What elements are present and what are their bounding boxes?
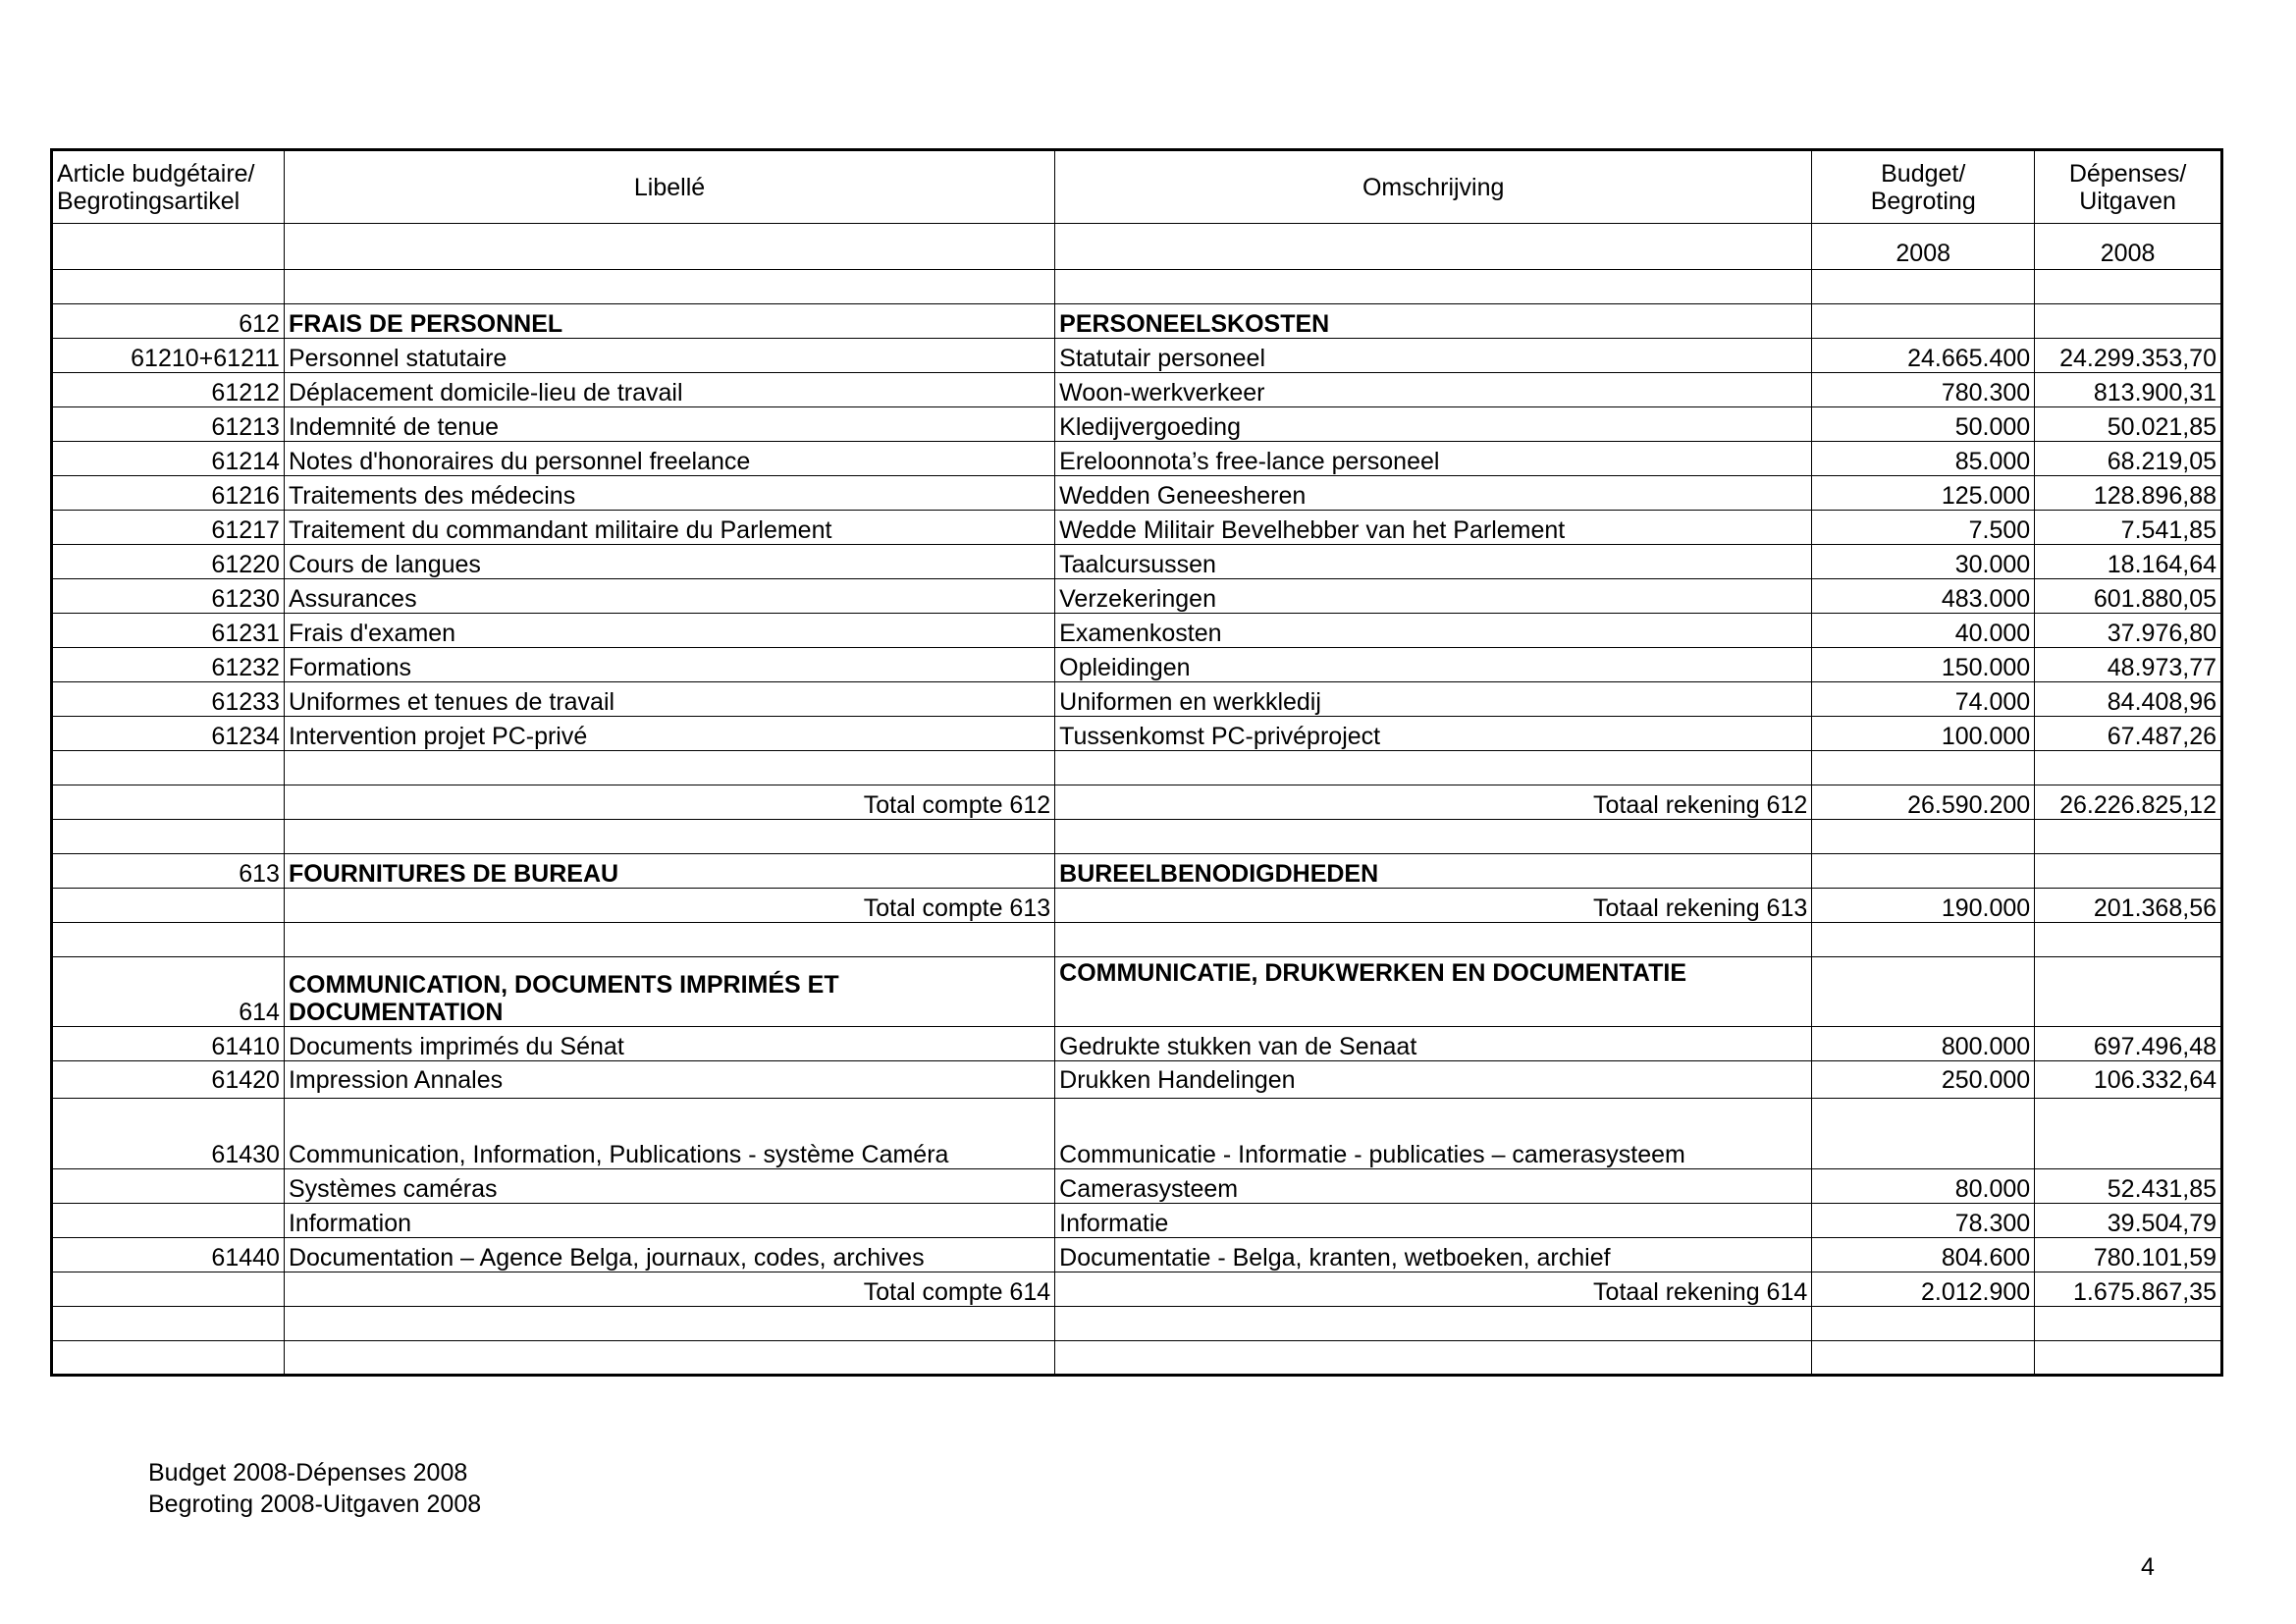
article-code: 61210+61211 [52,339,285,373]
libelle-cell: Traitements des médecins [284,476,1054,511]
article-code: 61440 [52,1238,285,1272]
libelle-cell: Communication, Information, Publications - système Caméra [284,1099,1054,1169]
libelle-cell: Systèmes caméras [284,1169,1054,1204]
article-code: 61232 [52,648,285,682]
libelle-cell: Assurances [284,579,1054,614]
depenses-cell: 106.332,64 [2035,1061,2222,1099]
libelle-cell: Formations [284,648,1054,682]
article-code: 61216 [52,476,285,511]
total-depenses: 201.368,56 [2035,889,2222,923]
header-omschrijving: Omschrijving [1055,150,1812,224]
budget-cell: 50.000 [1812,407,2035,442]
depenses-cell: 7.541,85 [2035,511,2222,545]
header-article-line1: Article budgétaire/ [57,159,255,188]
table-row [52,682,2222,717]
table-row [52,1061,2222,1099]
article-code: 61420 [52,1061,285,1099]
budget-cell: 74.000 [1812,682,2035,717]
depenses-cell: 128.896,88 [2035,476,2222,511]
budget-cell: 80.000 [1812,1169,2035,1204]
budget-cell: 483.000 [1812,579,2035,614]
section-title-fr: FRAIS DE PERSONNEL [284,304,1054,339]
header-budget-line1: Budget/ [1881,159,1966,188]
table-row [52,407,2222,442]
budget-cell: 30.000 [1812,545,2035,579]
section-code: 612 [52,304,285,339]
article-code: 61430 [52,1099,285,1169]
article-code: 61231 [52,614,285,648]
omschrijving-cell: Ereloonnota’s free-lance personeel [1055,442,1812,476]
header-depenses [2035,150,2222,224]
depenses-cell: 67.487,26 [2035,717,2222,751]
libelle-cell: Frais d'examen [284,614,1054,648]
footer-note [148,1457,481,1520]
budget-cell: 7.500 [1812,511,2035,545]
spacer-row [52,820,2222,854]
article-code: 61212 [52,373,285,407]
section-title-fr-line2: DOCUMENTATION [288,999,504,1026]
budget-table [50,148,2223,1377]
budget-cell: 125.000 [1812,476,2035,511]
article-code: 61213 [52,407,285,442]
header-row [52,150,2222,224]
omschrijving-cell: Communicatie - Informatie - publicaties – camerasysteem [1055,1099,1812,1169]
header-article-line2: Begrotingsartikel [57,187,240,215]
table-row [52,442,2222,476]
libelle-cell: Information [284,1204,1054,1238]
libelle-cell: Traitement du commandant militaire du Parlement [284,511,1054,545]
section-title-fr: FOURNITURES DE BUREAU [284,854,1054,889]
spacer-row [52,923,2222,957]
table-row [52,339,2222,373]
article-code: 61233 [52,682,285,717]
budget-cell: 804.600 [1812,1238,2035,1272]
total-budget: 26.590.200 [1812,785,2035,820]
page-number: 4 [2141,1553,2155,1581]
article-code: 61230 [52,579,285,614]
omschrijving-cell: Taalcursussen [1055,545,1812,579]
depenses-cell: 68.219,05 [2035,442,2222,476]
table-row [52,545,2222,579]
section-title-nl: BUREELBENODIGDHEDEN [1055,854,1812,889]
depenses-cell: 697.496,48 [2035,1027,2222,1061]
omschrijving-cell: Uniformen en werkkledij [1055,682,1812,717]
section-612-heading [52,304,2222,339]
total-depenses: 26.226.825,12 [2035,785,2222,820]
total-label-fr: Total compte 614 [284,1272,1054,1307]
table-row [52,511,2222,545]
footer-line-nl: Begroting 2008-Uitgaven 2008 [148,1490,482,1518]
depenses-cell: 39.504,79 [2035,1204,2222,1238]
libelle-cell: Indemnité de tenue [284,407,1054,442]
table-row [52,717,2222,751]
omschrijving-cell: Statutair personeel [1055,339,1812,373]
total-label-nl: Totaal rekening 614 [1055,1272,1812,1307]
omschrijving-cell: Informatie [1055,1204,1812,1238]
budget-cell: 100.000 [1812,717,2035,751]
total-label-nl: Totaal rekening 612 [1055,785,1812,820]
header-article [52,150,285,224]
section-code: 614 [52,957,285,1027]
table-row [52,1027,2222,1061]
header-budget [1812,150,2035,224]
libelle-cell: Notes d'honoraires du personnel freelance [284,442,1054,476]
depenses-cell: 37.976,80 [2035,614,2222,648]
spacer-row [52,1307,2222,1341]
omschrijving-cell: Tussenkomst PC-privéproject [1055,717,1812,751]
total-label-fr: Total compte 612 [284,785,1054,820]
libelle-cell: Documentation – Agence Belga, journaux, codes, archives [284,1238,1054,1272]
depenses-cell [2035,1099,2222,1169]
omschrijving-cell: Drukken Handelingen [1055,1061,1812,1099]
libelle-cell: Cours de langues [284,545,1054,579]
omschrijving-cell: Woon-werkverkeer [1055,373,1812,407]
depenses-cell: 84.408,96 [2035,682,2222,717]
omschrijving-cell: Opleidingen [1055,648,1812,682]
depenses-cell: 601.880,05 [2035,579,2222,614]
total-row-614 [52,1272,2222,1307]
libelle-cell: Déplacement domicile-lieu de travail [284,373,1054,407]
budget-cell: 800.000 [1812,1027,2035,1061]
section-614-heading [52,957,2222,1027]
budget-year: 2008 [1812,224,2035,270]
depenses-cell: 813.900,31 [2035,373,2222,407]
article-code [52,1204,285,1238]
table-row [52,579,2222,614]
libelle-cell: Uniformes et tenues de travail [284,682,1054,717]
depenses-cell: 24.299.353,70 [2035,339,2222,373]
spacer-row [52,1341,2222,1376]
budget-cell: 150.000 [1812,648,2035,682]
section-code: 613 [52,854,285,889]
total-label-fr: Total compte 613 [284,889,1054,923]
table-row [52,1099,2222,1169]
section-title-fr-line1: COMMUNICATION, DOCUMENTS IMPRIMÉS ET [288,971,839,999]
year-row [52,224,2222,270]
omschrijving-cell: Documentatie - Belga, kranten, wetboeken, archief [1055,1238,1812,1272]
omschrijving-cell: Kledijvergoeding [1055,407,1812,442]
table-row [52,1204,2222,1238]
table-row [52,1169,2222,1204]
spacer-row [52,751,2222,785]
libelle-cell: Documents imprimés du Sénat [284,1027,1054,1061]
spacer-row [52,270,2222,304]
table-row [52,476,2222,511]
budget-cell [1812,1099,2035,1169]
budget-cell: 780.300 [1812,373,2035,407]
total-row-612 [52,785,2222,820]
section-613-heading [52,854,2222,889]
header-budget-line2: Begroting [1870,187,1976,215]
libelle-cell: Intervention projet PC-privé [284,717,1054,751]
omschrijving-cell: Examenkosten [1055,614,1812,648]
total-depenses: 1.675.867,35 [2035,1272,2222,1307]
omschrijving-cell: Wedde Militair Bevelhebber van het Parlement [1055,511,1812,545]
libelle-cell: Impression Annales [284,1061,1054,1099]
depenses-cell: 780.101,59 [2035,1238,2222,1272]
table-row [52,373,2222,407]
article-code: 61220 [52,545,285,579]
depenses-cell: 18.164,64 [2035,545,2222,579]
article-code: 61217 [52,511,285,545]
total-budget: 190.000 [1812,889,2035,923]
depenses-cell: 52.431,85 [2035,1169,2222,1204]
budget-cell: 85.000 [1812,442,2035,476]
article-code: 61410 [52,1027,285,1061]
footer-line-fr: Budget 2008-Dépenses 2008 [148,1459,468,1487]
omschrijving-cell: Gedrukte stukken van de Senaat [1055,1027,1812,1061]
header-libelle: Libellé [284,150,1054,224]
libelle-cell: Personnel statutaire [284,339,1054,373]
article-code [52,1169,285,1204]
depenses-cell: 50.021,85 [2035,407,2222,442]
section-title-nl: PERSONEELSKOSTEN [1055,304,1812,339]
budget-cell: 250.000 [1812,1061,2035,1099]
omschrijving-cell: Verzekeringen [1055,579,1812,614]
table-row [52,614,2222,648]
table-row [52,1238,2222,1272]
article-code: 61234 [52,717,285,751]
article-code: 61214 [52,442,285,476]
depenses-year: 2008 [2035,224,2222,270]
budget-cell: 24.665.400 [1812,339,2035,373]
depenses-cell: 48.973,77 [2035,648,2222,682]
omschrijving-cell: Camerasysteem [1055,1169,1812,1204]
omschrijving-cell: Wedden Geneesheren [1055,476,1812,511]
section-title-nl: COMMUNICATIE, DRUKWERKEN EN DOCUMENTATIE [1055,957,1812,1027]
header-depenses-line1: Dépenses/ [2068,159,2187,188]
budget-cell: 78.300 [1812,1204,2035,1238]
budget-cell: 40.000 [1812,614,2035,648]
header-depenses-line2: Uitgaven [2079,187,2176,215]
table-row [52,648,2222,682]
total-budget: 2.012.900 [1812,1272,2035,1307]
total-row-613 [52,889,2222,923]
total-label-nl: Totaal rekening 613 [1055,889,1812,923]
section-title-fr [284,957,1054,1027]
